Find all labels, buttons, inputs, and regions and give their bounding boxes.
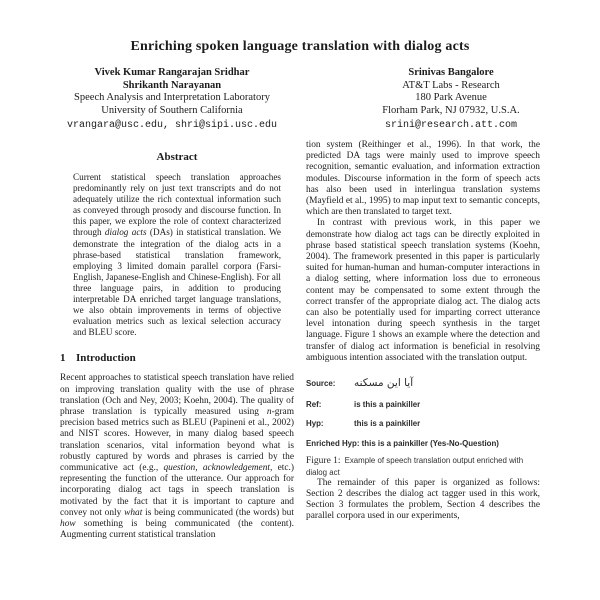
- figure-row-label: Source:: [306, 379, 336, 389]
- abstract-heading: Abstract: [156, 151, 198, 163]
- right-column: [306, 140, 540, 541]
- left-column: [60, 140, 294, 541]
- author-email: vrangara@usc.edu, shri@sipi.usc.edu: [66, 120, 278, 131]
- figure-source-farsi-text: آیا این مسکنه: [354, 377, 414, 390]
- author-name: Shrikanth Narayanan: [122, 79, 222, 91]
- section-number: 1: [60, 352, 66, 365]
- author-affiliation: 180 Park Avenue: [415, 92, 487, 103]
- figure-1-caption: [306, 454, 540, 478]
- paper-title: Enriching spoken language translation with dialog acts: [130, 39, 470, 54]
- figure-row-ref: [306, 400, 540, 409]
- figure-row-value: is this a painkiller: [354, 399, 421, 409]
- author-block-row: [0, 67, 600, 132]
- figure-caption-label: Figure 1:: [306, 455, 341, 466]
- author-affiliation: Florham Park, NJ 07932, U.S.A.: [382, 104, 520, 116]
- right-paragraph-3: The remainder of this paper is organized as follows: Section 2 describes the dialog act tagger used in this work, Section 3 formulates the problem, Section 4 describes the parallel corpora used in our experiments,: [306, 477, 540, 522]
- section-1-heading: [60, 352, 294, 364]
- figure-enriched-hyp-line: Enriched Hyp: this is a painkiller (Yes-No-Question): [306, 438, 499, 448]
- figure-row-value: this is a painkiller: [354, 419, 421, 429]
- figure-caption-text: Example of speech translation output enriched with dialog act: [306, 455, 524, 478]
- author-email: srini@research.att.com: [384, 120, 518, 131]
- author-affiliation: AT&T Labs - Research: [402, 79, 500, 91]
- abstract-text: Current statistical speech translation approaches predominantly rely on just text transcripts and do not adequately utilize the rich contextual information such as conveyed through prosody and discourse function. In this paper, we explore the role of context characterized through dialog acts (DAs) in statistical translation. We demonstrate the integration of the dialog acts in a phrase-based statistical translation framework, employing 3 limited domain parallel corpora (Farsi-English, Japanese-English and Chinese-English). For all three language pairs, in addition to producing interpretable DA enriched target language translations, we also obtain improvements in terms of objective evaluation metrics such as lexical selection accuracy and BLEU score.: [73, 172, 281, 338]
- author-affiliation: University of Southern California: [101, 104, 243, 116]
- author-block-att: [340, 67, 562, 132]
- author-name: Vivek Kumar Rangarajan Sridhar: [94, 67, 250, 78]
- author-block-usc: [38, 67, 306, 132]
- author-affiliation: Speech Analysis and Interpretation Laboratory: [74, 92, 270, 103]
- figure-row-label: Ref:: [306, 399, 322, 409]
- figure-row-source: [306, 377, 540, 389]
- figure-row-hyp: [306, 419, 540, 428]
- author-name: Srinivas Bangalore: [408, 67, 494, 78]
- right-paragraph-2: In contrast with previous work, in this paper we demonstrate how dialog act tags can be directly exploited in phrase based statistical speech translation systems (Koehn, 2004). The framework presented in this paper is particularly suited for human-human and human-computer interactions in a dialog setting, where information loss due to erroneous content may be compensated to some extent through the correct transfer of the appropriate dialog act. The dialog acts can also be potentially used for imparting correct utterance level intonation during speech synthesis in the target language. Figure 1 shows an example where the detection and transfer of dialog act information is beneficial in resolving ambiguous intention associated with the translation output.: [306, 218, 540, 363]
- figure-row-label: Hyp:: [306, 419, 324, 429]
- two-column-body: [0, 140, 600, 541]
- right-paragraph-1: tion system (Reithinger et al., 1996). In that work, the predicted DA tags were mainly used to improve speech recognition, semantic evaluation, and information extraction modules. Discourse information in the form of speech acts has also been used in interlingua translation systems (Mayfield et al., 1995) to map input text to semantic concepts, which are then translated to target text.: [306, 140, 540, 218]
- figure-1: [306, 377, 540, 478]
- section-title: Introduction: [76, 352, 136, 365]
- intro-paragraph: Recent approaches to statistical speech translation have relied on improving translation quality with the use of phrase translation (Och and Ney, 2003; Koehn, 2004). The quality of phrase translation is typically measured using n-gram precision based metrics such as BLEU (Papineni et al., 2002) and NIST scores. However, in many dialog based speech translation scenarios, vital information beyond what is robustly captured by words and phrases is carried by the communicative act (e.g., question, acknowledgement, etc.) representing the function of the utterance. Our approach for incorporating dialog act tags in speech translation is motivated by the fact that it is important to capture and convey not only what is being communicated (the words) but how something is being communicated (the content). Augmenting current statistical translation: [60, 373, 294, 541]
